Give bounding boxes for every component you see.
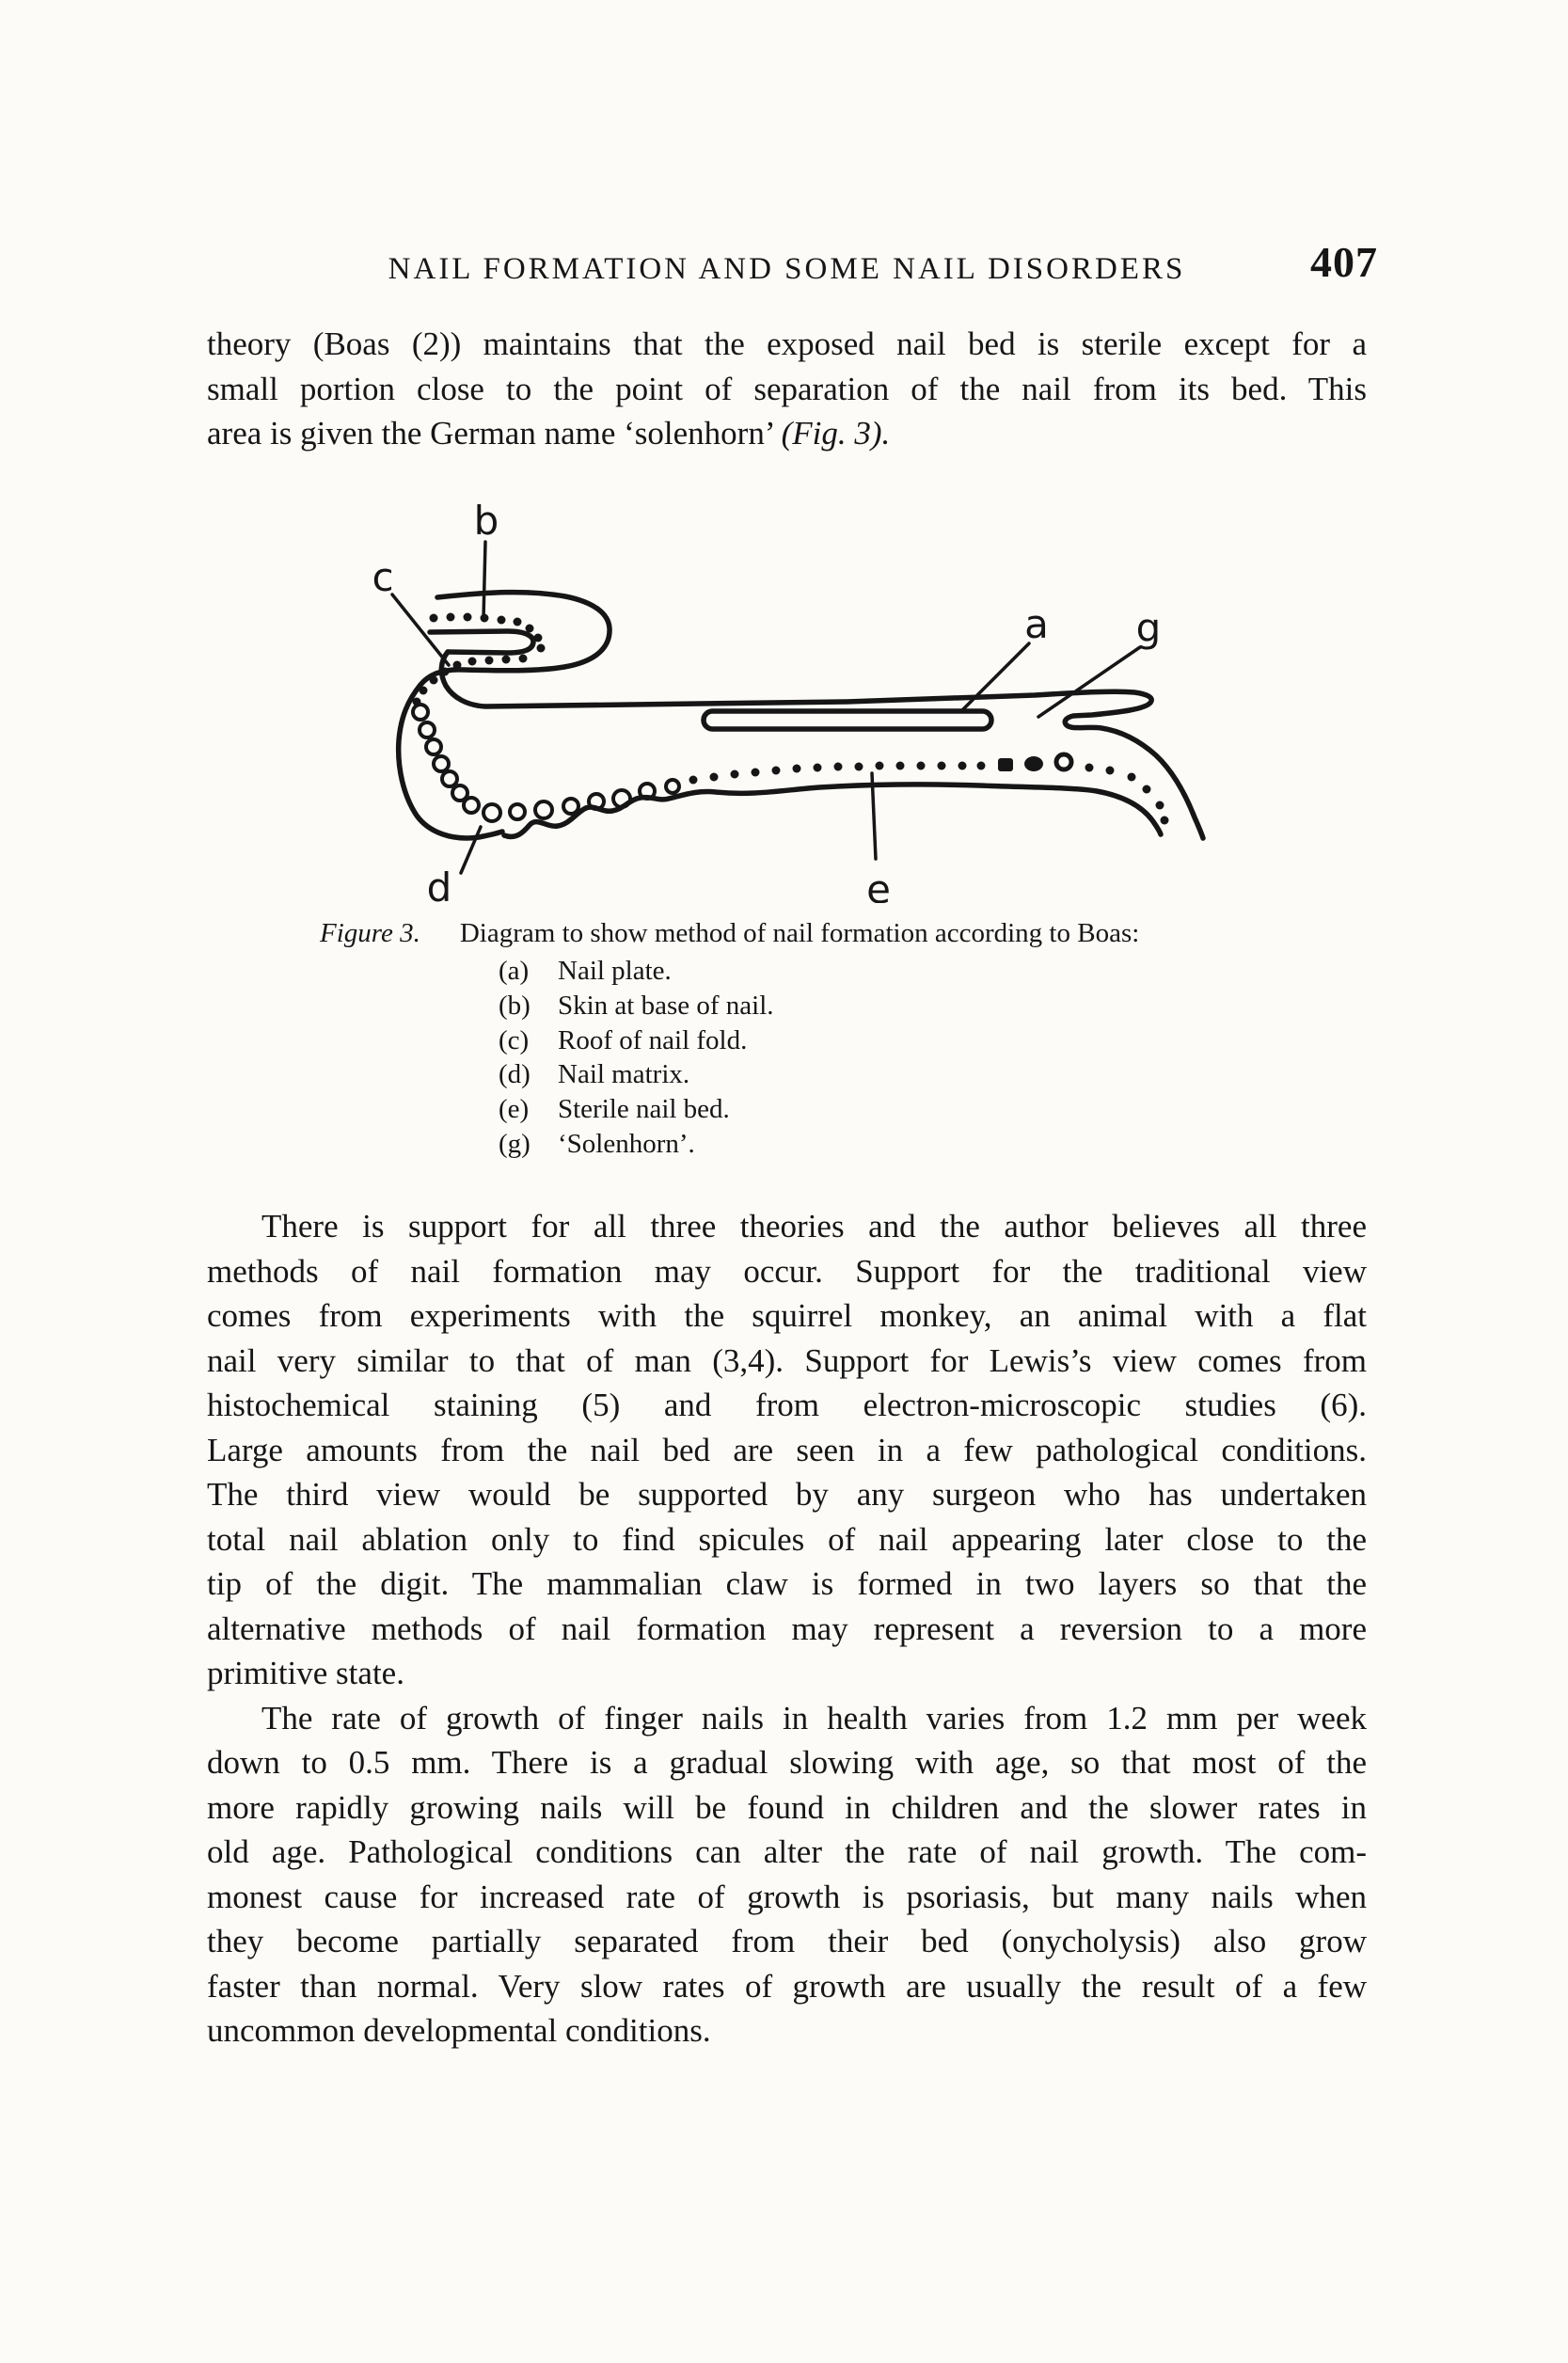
body-line-text: area is given the German name ‘solenhorn’ bbox=[207, 415, 782, 452]
nail-band-top-and-tip bbox=[441, 652, 1203, 838]
body-line: total nail ablation only to find spicules of nail appearing later close to the bbox=[207, 1520, 1367, 1558]
caption-item-list bbox=[320, 954, 1392, 1162]
body-line: Large amounts from the nail bed are seen in a few pathological conditions. bbox=[207, 1431, 1367, 1468]
fold-dotted-line bbox=[413, 613, 546, 706]
figure-reference: (Fig. 3). bbox=[781, 415, 891, 452]
page-number: 407 bbox=[1310, 238, 1378, 286]
body-line: monest cause for increased rate of growth is psoriasis, but many nails when bbox=[207, 1878, 1367, 1915]
caption-item-key: (d) bbox=[499, 1059, 531, 1090]
body-line: old age. Pathological conditions can alter the rate of nail growth. The com- bbox=[207, 1833, 1367, 1870]
body-line: The third view would be supported by any surgeon who has undertaken bbox=[207, 1476, 1367, 1513]
label-g-leader-line bbox=[1038, 647, 1140, 717]
label-d-leader-line bbox=[461, 827, 481, 873]
body-line: theory (Boas (2)) maintains that the exposed nail bed is sterile except for a bbox=[207, 325, 1367, 362]
caption-item-key: (e) bbox=[499, 1094, 530, 1125]
body-line: There is support for all three theories and the author believes all three bbox=[261, 1208, 1367, 1245]
body-line: tip of the digit. The mammalian claw is formed in two layers so that the bbox=[207, 1565, 1367, 1602]
caption-item-key: (a) bbox=[499, 956, 530, 986]
caption-item-d bbox=[320, 1057, 1392, 1092]
body-line: small portion close to the point of separation of the nail from its bed. This bbox=[207, 370, 1367, 407]
bed-square-blob bbox=[998, 758, 1013, 771]
nail-fold-inner-pocket bbox=[430, 631, 533, 653]
body-line: faster than normal. Very slow rates of growth are usually the result of a few bbox=[207, 1967, 1367, 2005]
caption-item-e bbox=[320, 1092, 1392, 1127]
running-head-title: NAIL FORMATION AND SOME NAIL DISORDERS bbox=[388, 252, 1186, 286]
caption-item-text: Skin at base of nail. bbox=[558, 990, 774, 1021]
diagram-label-d: d bbox=[426, 864, 452, 903]
body-line: methods of nail formation may occur. Support for the traditional view bbox=[207, 1252, 1367, 1290]
diagram-label-c: c bbox=[372, 554, 394, 600]
body-line: nail very similar to that of man (3,4). Support for Lewis’s view comes from bbox=[207, 1341, 1367, 1379]
paragraph-2 bbox=[207, 1204, 1367, 1696]
body-line: down to 0.5 mm. There is a gradual slowing with age, so that most of the bbox=[207, 1744, 1367, 1781]
caption-item-key: (b) bbox=[499, 990, 531, 1021]
caption-item-key: (c) bbox=[499, 1024, 530, 1055]
figure-caption bbox=[320, 916, 1392, 1162]
nail-plate-slot bbox=[704, 711, 991, 729]
figure-3-diagram bbox=[357, 499, 1242, 903]
caption-item-g bbox=[320, 1127, 1392, 1162]
body-line: histochemical staining (5) and from electron-microscopic studies (6). bbox=[207, 1387, 1367, 1423]
diagram-label-b: b bbox=[473, 499, 499, 544]
nail-bed-bottom-outline bbox=[504, 785, 1161, 836]
body-line: uncommon developmental conditions. bbox=[207, 2012, 711, 2049]
body-text bbox=[207, 1204, 1367, 2054]
body-line bbox=[207, 411, 1367, 456]
caption-title: Diagram to show method of nail formation according to Boas: bbox=[459, 918, 1140, 948]
diagram-label-e: e bbox=[866, 866, 891, 903]
bed-donut-blob bbox=[1056, 754, 1071, 769]
caption-heading bbox=[320, 916, 1392, 951]
body-line: The rate of growth of finger nails in health varies from 1.2 mm per week bbox=[261, 1699, 1367, 1737]
caption-item-text: ‘Solenhorn’. bbox=[558, 1128, 695, 1159]
caption-item-b bbox=[320, 989, 1392, 1023]
body-line: alternative methods of nail formation may represent a reversion to a more bbox=[207, 1610, 1367, 1647]
paragraph-3 bbox=[207, 1696, 1367, 2054]
body-line: primitive state. bbox=[207, 1655, 404, 1691]
caption-item-key: (g) bbox=[499, 1128, 531, 1159]
diagram-label-g: g bbox=[1135, 605, 1162, 651]
body-line: they become partially separated from their bed (onycholysis) also grow bbox=[207, 1923, 1367, 1959]
caption-item-a bbox=[320, 954, 1392, 989]
caption-figure-label: Figure 3. bbox=[320, 918, 420, 948]
caption-item-text: Nail matrix. bbox=[558, 1059, 690, 1090]
matrix-cell-circles bbox=[413, 705, 1071, 821]
bed-oval-blob bbox=[1024, 756, 1043, 771]
caption-item-text: Roof of nail fold. bbox=[558, 1024, 748, 1055]
body-line: more rapidly growing nails will be found in children and the slower rates in bbox=[207, 1788, 1367, 1826]
body-line: comes from experiments with the squirrel monkey, an animal with a flat bbox=[207, 1297, 1367, 1334]
caption-item-c bbox=[320, 1023, 1392, 1058]
label-a-leader-line bbox=[962, 643, 1029, 710]
label-b-leader-line bbox=[483, 542, 485, 619]
diagram-label-a: a bbox=[1024, 601, 1049, 647]
caption-item-text: Nail plate. bbox=[558, 956, 672, 986]
caption-item-text: Sterile nail bed. bbox=[558, 1094, 730, 1125]
paragraph-1 bbox=[207, 322, 1367, 456]
